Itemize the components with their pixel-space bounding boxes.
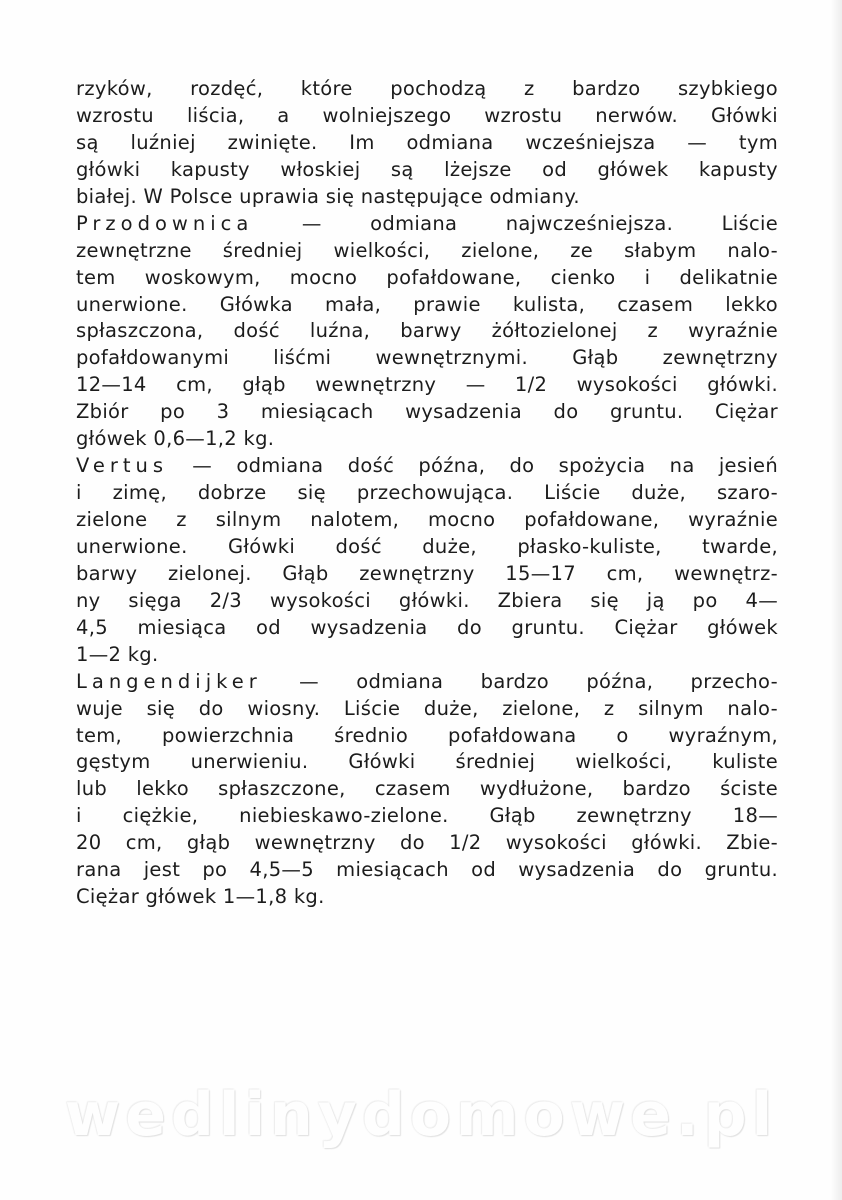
- page-edge-shadow: [830, 0, 842, 1200]
- text-line: unerwione. Główka mała, prawie kulista, czasem lekko: [76, 292, 778, 316]
- text-line: spłaszczona, dość luźna, barwy żółtozielonej z wyraźnie: [76, 319, 778, 343]
- body-text: [76, 76, 778, 911]
- variety-vertus-line: [76, 453, 778, 480]
- text-line: gęstym unerwieniu. Główki średniej wielkości, kuliste: [76, 750, 778, 774]
- variety-description: — odmiana bardzo późna, przecho-: [261, 669, 778, 693]
- text-line: unerwione. Główki dość duże, płasko-kuliste, twarde,: [76, 534, 778, 558]
- text-line: Zbiór po 3 miesiącach wysadzenia do gruntu. Ciężar: [76, 400, 778, 424]
- variety-description: — odmiana dość późna, do spożycia na jesień: [168, 454, 778, 478]
- text-line: ny sięga 2/3 wysokości główki. Zbiera się ją po 4—: [76, 588, 778, 612]
- text-line: tem, powierzchnia średnio pofałdowana o wyraźnym,: [76, 723, 778, 747]
- text-line: 4,5 miesiąca od wysadzenia do gruntu. Ciężar główek: [76, 615, 778, 639]
- text-line: barwy zielonej. Głąb zewnętrzny 15—17 cm, wewnętrz-: [76, 561, 778, 585]
- variety-przodownica-line: [76, 211, 778, 238]
- variety-name-vertus: Vertus: [76, 454, 169, 478]
- text-line: białej. W Polsce uprawia się następujące odmiany.: [76, 184, 580, 208]
- text-line: 1—2 kg.: [76, 642, 159, 666]
- text-line: są luźniej zwinięte. Im odmiana wcześniejsza — tym: [76, 130, 778, 154]
- text-line: Ciężar główek 1—1,8 kg.: [76, 885, 325, 909]
- variety-name-langendijker: Langendijker: [76, 669, 262, 693]
- text-line: lub lekko spłaszczone, czasem wydłużone, bardzo ściste: [76, 777, 778, 801]
- variety-name-przodownica: Przodownica: [76, 211, 254, 235]
- text-line: i zimę, dobrze się przechowująca. Liście duże, szaro-: [76, 481, 778, 505]
- text-line: wuje się do wiosny. Liście duże, zielone, z silnym nalo-: [76, 696, 778, 720]
- text-line: i ciężkie, niebieskawo-zielone. Głąb zewnętrzny 18—: [76, 804, 778, 828]
- text-line: zewnętrzne średniej wielkości, zielone, ze słabym nalo-: [76, 238, 778, 262]
- text-line: rana jest po 4,5—5 miesiącach od wysadzenia do gruntu.: [76, 858, 778, 882]
- text-line: pofałdowanymi liśćmi wewnętrznymi. Głąb zewnętrzny: [76, 346, 778, 370]
- variety-langendijker-line: [76, 669, 778, 696]
- watermark-text: wedlinydomowe.pl: [64, 1080, 778, 1150]
- variety-description: — odmiana najwcześniejsza. Liście: [253, 211, 778, 235]
- text-line: tem woskowym, mocno pofałdowane, cienko i delikatnie: [76, 265, 778, 289]
- text-line: główek 0,6—1,2 kg.: [76, 427, 275, 451]
- text-line: 20 cm, głąb wewnętrzny do 1/2 wysokości główki. Zbie-: [76, 831, 778, 855]
- text-line: główki kapusty włoskiej są lżejsze od główek kapusty: [76, 157, 778, 181]
- text-line: rzyków, rozdęć, które pochodzą z bardzo szybkiego: [76, 77, 778, 100]
- text-line: 12—14 cm, głąb wewnętrzny — 1/2 wysokości główki.: [76, 373, 778, 397]
- text-line: zielone z silnym nalotem, mocno pofałdowane, wyraźnie: [76, 508, 778, 531]
- text-line: wzrostu liścia, a wolniejszego wzrostu nerwów. Główki: [76, 103, 778, 127]
